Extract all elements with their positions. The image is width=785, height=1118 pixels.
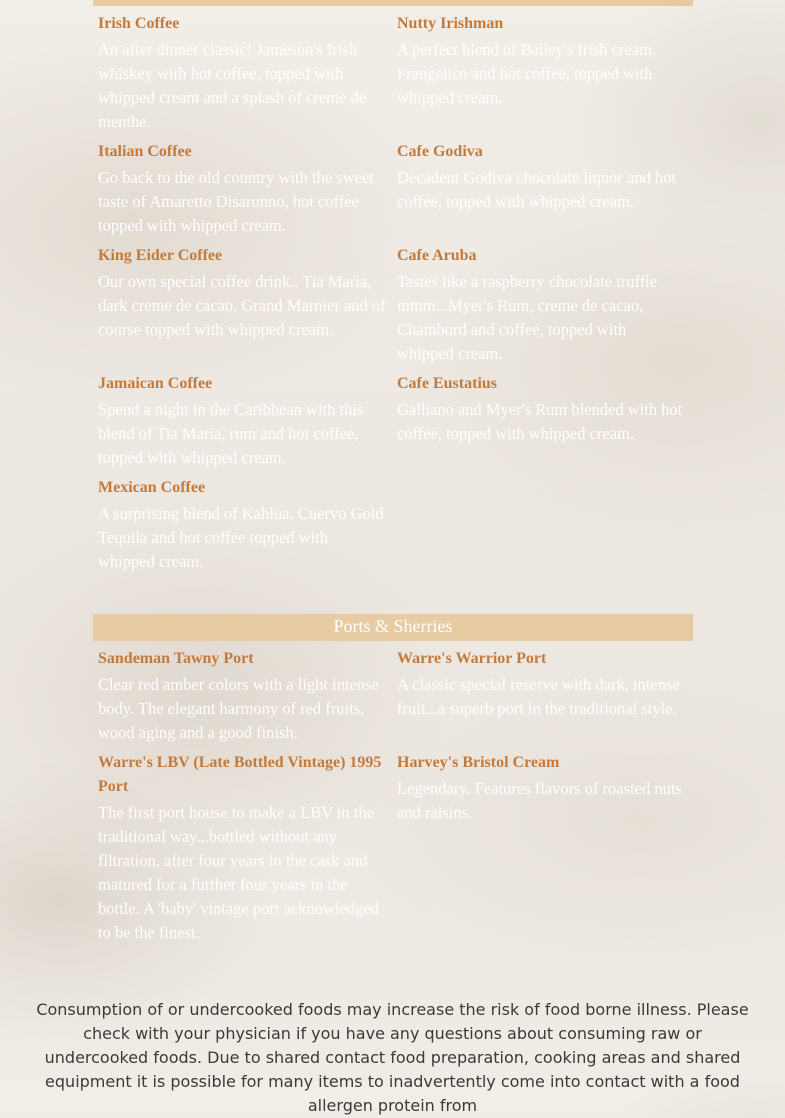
item-description: Our own special coffee drink.. Tia Maria, dark creme de cacao, Grand Marnier and of course topped with whipped cream. bbox=[98, 272, 386, 339]
item-description: Tastes like a raspberry chocolate truffle mmm...Myer's Rum, creme de cacao, Chambord and coffee, topped with whipped cream. bbox=[397, 272, 658, 363]
item-title: Cafe Aruba bbox=[397, 247, 477, 264]
menu-item-jamaican-coffee bbox=[98, 372, 386, 470]
item-title: Harvey's Bristol Cream bbox=[397, 754, 560, 771]
item-title: King Eider Coffee bbox=[98, 247, 223, 264]
item-title: Cafe Eustatius bbox=[397, 375, 498, 392]
menu-item-mexican-coffee bbox=[98, 476, 386, 574]
item-description: A perfect blend of Bailey's Irish cream, Frangelico and hot coffee, topped with whipped cream. bbox=[397, 40, 657, 107]
item-description: A surprising blend of Kahlua, Cuervo Gold Tequila and hot coffee topped with whipped cream. bbox=[98, 504, 384, 571]
item-title: Cafe Godiva bbox=[397, 143, 483, 160]
item-title: Warre's Warrior Port bbox=[397, 650, 547, 667]
item-title: Jamaican Coffee bbox=[98, 375, 213, 392]
menu-item-cafe-aruba bbox=[397, 244, 685, 366]
ports-sherries-header bbox=[93, 614, 693, 641]
menu-item-nutty-irishman bbox=[397, 12, 685, 110]
menu-item-warres-lbv-port bbox=[98, 751, 386, 945]
item-description: The first port house to make a LBV in the traditional way...bottled without any filtration, after four years in the cask and matured for a further four years in the bottle. A 'baby' vintage port acknowledged to be the finest. bbox=[98, 803, 379, 942]
menu-item-harveys-bristol-cream bbox=[397, 751, 685, 825]
item-description: Legendary. Features flavors of roasted nuts and raisins. bbox=[397, 779, 682, 822]
menu-item-italian-coffee bbox=[98, 140, 386, 238]
item-description: A classic special reserve with dark, intense fruit...a superb port in the traditional style. bbox=[397, 675, 680, 718]
item-title: Nutty Irishman bbox=[397, 15, 504, 32]
item-description: Spend a night in the Caribbean with this blend of Tia Maria, rum and hot coffee, topped with whipped cream. bbox=[98, 400, 364, 467]
item-description: Clear red amber colors with a light intense body. The elegant harmony of red fruits, wood aging and a good finish. bbox=[98, 675, 379, 742]
item-title: Sandeman Tawny Port bbox=[98, 650, 254, 667]
item-title: Irish Coffee bbox=[98, 15, 180, 32]
menu-item-cafe-eustatius bbox=[397, 372, 685, 446]
item-title: Italian Coffee bbox=[98, 143, 192, 160]
menu-item-warres-warrior-port bbox=[397, 647, 685, 721]
menu-item-irish-coffee bbox=[98, 12, 386, 134]
menu-item-sandeman-tawny-port bbox=[98, 647, 386, 745]
section-title: Ports & Sherries bbox=[333, 616, 453, 636]
item-title: Mexican Coffee bbox=[98, 479, 206, 496]
item-description: Go back to the old country with the sweet taste of Amaretto Disaronno, hot coffee topped with whipped cream. bbox=[98, 168, 374, 235]
allergen-notice: Consumption of or undercooked foods may increase the risk of food borne illness. Please check with your physician if you have any questions about consuming raw or undercooked foods. Due to shared contact food preparation, cooking areas and shared equipment it is possible for many items to inadvertently come into contact with a food allergen protein from bbox=[36, 1000, 749, 1115]
item-description: Decadent Godiva chocolate liquor and hot coffee, topped with whipped cream. bbox=[397, 168, 677, 211]
item-description: An after dinner classic! Jameson's Irish whiskey with hot coffee, topped with whipped cream and a splash of creme de menthe. bbox=[98, 40, 367, 131]
top-section-band bbox=[93, 0, 693, 6]
item-description: Galliano and Myer's Rum blended with hot coffee, topped with whipped cream. bbox=[397, 400, 683, 443]
item-title: Warre's LBV (Late Bottled Vintage) 1995 Port bbox=[98, 754, 382, 795]
menu-item-king-eider-coffee bbox=[98, 244, 386, 342]
menu-item-cafe-godiva bbox=[397, 140, 685, 214]
